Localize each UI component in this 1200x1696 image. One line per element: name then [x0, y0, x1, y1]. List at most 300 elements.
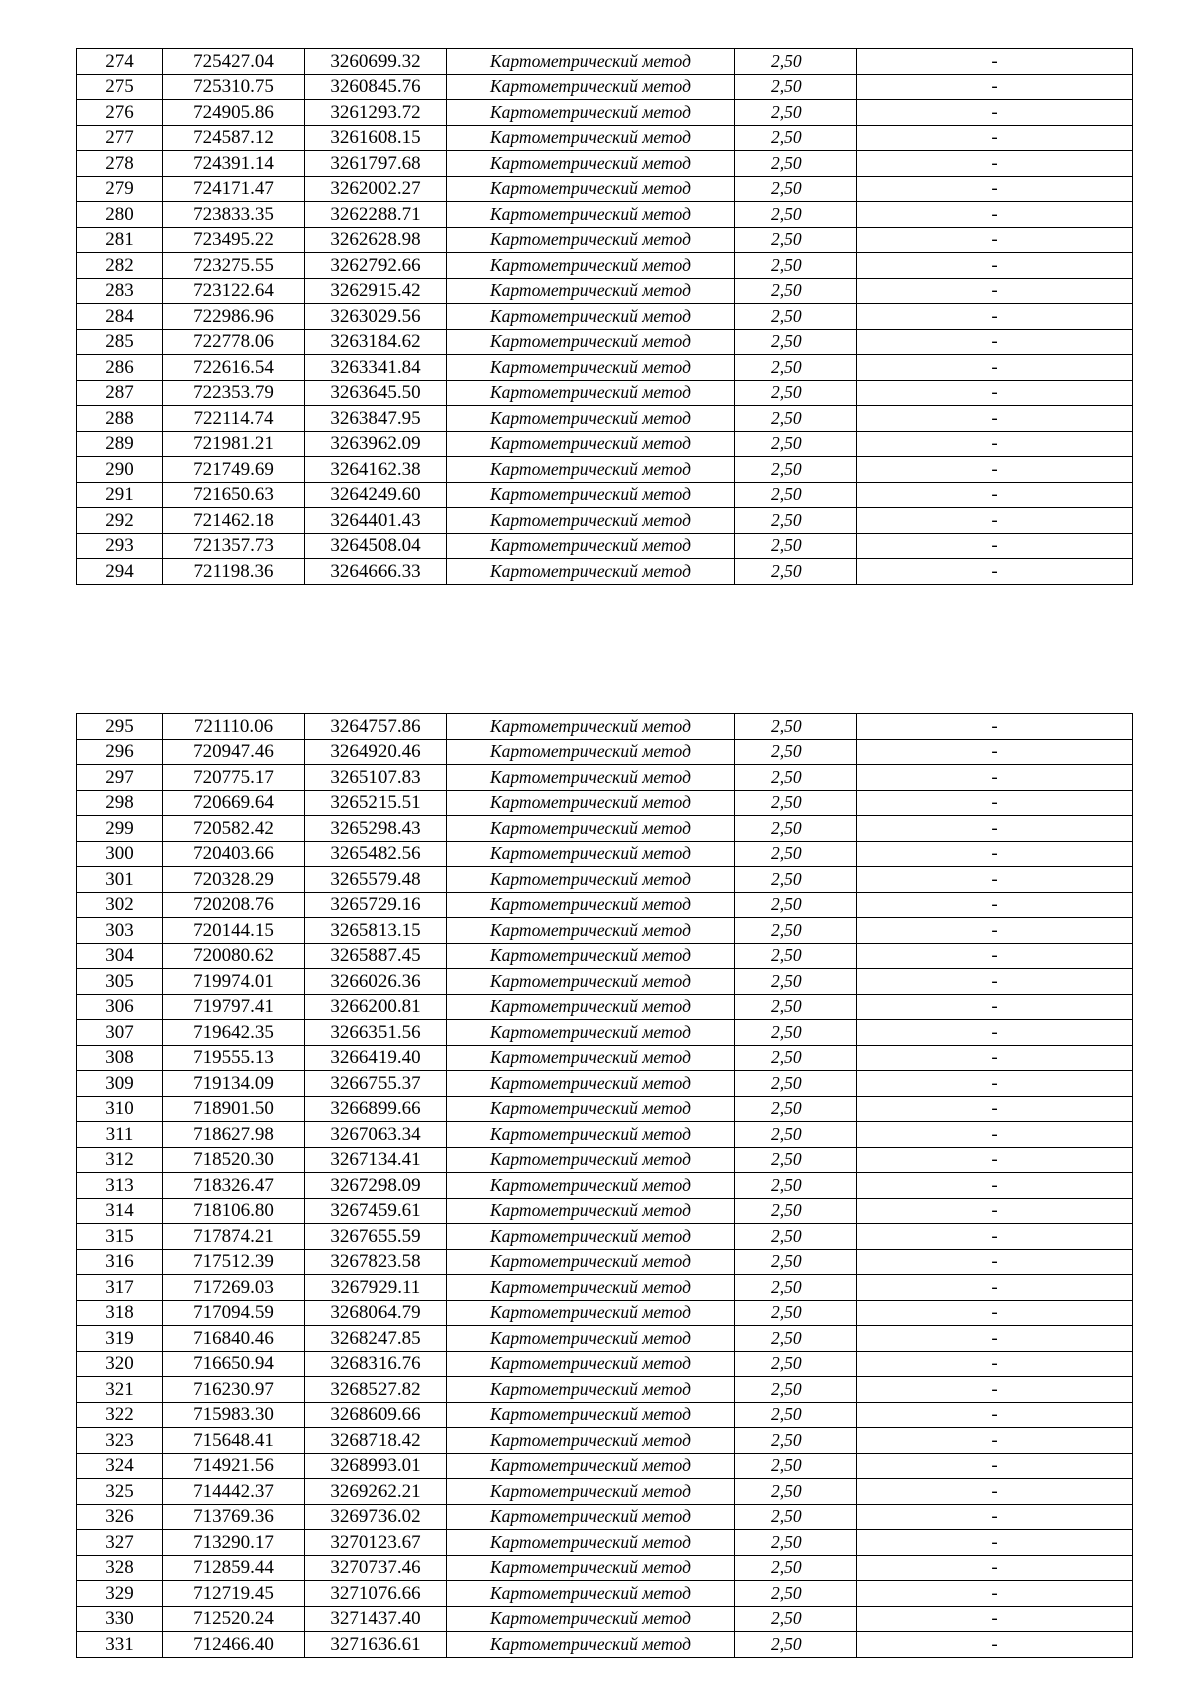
table-body-top	[77, 49, 1133, 585]
point-number-cell: 315	[77, 1224, 163, 1250]
point-number-cell: 319	[77, 1326, 163, 1352]
point-number-cell: 311	[77, 1122, 163, 1148]
description-cell: -	[857, 841, 1133, 867]
method-cell: Картометрический метод	[447, 1453, 735, 1479]
description-cell: -	[857, 1530, 1133, 1556]
method-cell: Картометрический метод	[447, 431, 735, 457]
x-coordinate-cell: 724587.12	[163, 125, 305, 151]
description-cell: -	[857, 1428, 1133, 1454]
y-coordinate-cell: 3268718.42	[305, 1428, 447, 1454]
accuracy-cell: 2,50	[735, 1147, 857, 1173]
method-cell: Картометрический метод	[447, 969, 735, 995]
table-row	[77, 969, 1133, 995]
y-coordinate-cell: 3264249.60	[305, 482, 447, 508]
description-cell: -	[857, 1198, 1133, 1224]
description-cell: -	[857, 202, 1133, 228]
description-cell: -	[857, 765, 1133, 791]
point-number-cell: 313	[77, 1173, 163, 1199]
point-number-cell: 293	[77, 533, 163, 559]
point-number-cell: 290	[77, 457, 163, 483]
x-coordinate-cell: 722778.06	[163, 329, 305, 355]
description-cell: -	[857, 1224, 1133, 1250]
accuracy-cell: 2,50	[735, 765, 857, 791]
description-cell: -	[857, 49, 1133, 75]
method-cell: Картометрический метод	[447, 457, 735, 483]
accuracy-cell: 2,50	[735, 841, 857, 867]
description-cell: -	[857, 457, 1133, 483]
accuracy-cell: 2,50	[735, 559, 857, 585]
method-cell: Картометрический метод	[447, 1351, 735, 1377]
x-coordinate-cell: 718627.98	[163, 1122, 305, 1148]
table-row	[77, 1479, 1133, 1505]
accuracy-cell: 2,50	[735, 1275, 857, 1301]
y-coordinate-cell: 3264508.04	[305, 533, 447, 559]
method-cell: Картометрический метод	[447, 790, 735, 816]
description-cell: -	[857, 1020, 1133, 1046]
method-cell: Картометрический метод	[447, 1275, 735, 1301]
y-coordinate-cell: 3267459.61	[305, 1198, 447, 1224]
table-row	[77, 1020, 1133, 1046]
y-coordinate-cell: 3264757.86	[305, 714, 447, 740]
y-coordinate-cell: 3267823.58	[305, 1249, 447, 1275]
point-number-cell: 279	[77, 176, 163, 202]
accuracy-cell: 2,50	[735, 867, 857, 893]
description-cell: -	[857, 1173, 1133, 1199]
x-coordinate-cell: 720775.17	[163, 765, 305, 791]
table-row	[77, 1581, 1133, 1607]
x-coordinate-cell: 725310.75	[163, 74, 305, 100]
method-cell: Картометрический метод	[447, 100, 735, 126]
point-number-cell: 305	[77, 969, 163, 995]
x-coordinate-cell: 720947.46	[163, 739, 305, 765]
accuracy-cell: 2,50	[735, 1300, 857, 1326]
accuracy-cell: 2,50	[735, 482, 857, 508]
point-number-cell: 321	[77, 1377, 163, 1403]
accuracy-cell: 2,50	[735, 790, 857, 816]
y-coordinate-cell: 3265729.16	[305, 892, 447, 918]
accuracy-cell: 2,50	[735, 227, 857, 253]
description-cell: -	[857, 1606, 1133, 1632]
x-coordinate-cell: 714442.37	[163, 1479, 305, 1505]
accuracy-cell: 2,50	[735, 943, 857, 969]
point-number-cell: 331	[77, 1632, 163, 1658]
description-cell: -	[857, 1122, 1133, 1148]
method-cell: Картометрический метод	[447, 867, 735, 893]
x-coordinate-cell: 723495.22	[163, 227, 305, 253]
method-cell: Картометрический метод	[447, 1224, 735, 1250]
y-coordinate-cell: 3265813.15	[305, 918, 447, 944]
y-coordinate-cell: 3268993.01	[305, 1453, 447, 1479]
description-cell: -	[857, 1300, 1133, 1326]
method-cell: Картометрический метод	[447, 994, 735, 1020]
table-row	[77, 816, 1133, 842]
x-coordinate-cell: 720403.66	[163, 841, 305, 867]
x-coordinate-cell: 724905.86	[163, 100, 305, 126]
description-cell: -	[857, 100, 1133, 126]
y-coordinate-cell: 3266419.40	[305, 1045, 447, 1071]
method-cell: Картометрический метод	[447, 304, 735, 330]
table-row	[77, 1173, 1133, 1199]
method-cell: Картометрический метод	[447, 1020, 735, 1046]
accuracy-cell: 2,50	[735, 1122, 857, 1148]
y-coordinate-cell: 3262628.98	[305, 227, 447, 253]
y-coordinate-cell: 3263645.50	[305, 380, 447, 406]
point-number-cell: 328	[77, 1555, 163, 1581]
table-row	[77, 278, 1133, 304]
table-row	[77, 100, 1133, 126]
accuracy-cell: 2,50	[735, 1071, 857, 1097]
accuracy-cell: 2,50	[735, 1224, 857, 1250]
method-cell: Картометрический метод	[447, 1300, 735, 1326]
y-coordinate-cell: 3264162.38	[305, 457, 447, 483]
point-number-cell: 289	[77, 431, 163, 457]
x-coordinate-cell: 722114.74	[163, 406, 305, 432]
description-cell: -	[857, 253, 1133, 279]
point-number-cell: 282	[77, 253, 163, 279]
accuracy-cell: 2,50	[735, 1045, 857, 1071]
x-coordinate-cell: 720208.76	[163, 892, 305, 918]
point-number-cell: 312	[77, 1147, 163, 1173]
y-coordinate-cell: 3260699.32	[305, 49, 447, 75]
point-number-cell: 299	[77, 816, 163, 842]
method-cell: Картометрический метод	[447, 406, 735, 432]
y-coordinate-cell: 3266755.37	[305, 1071, 447, 1097]
accuracy-cell: 2,50	[735, 1351, 857, 1377]
description-cell: -	[857, 431, 1133, 457]
table-row	[77, 431, 1133, 457]
point-number-cell: 298	[77, 790, 163, 816]
table-row	[77, 1504, 1133, 1530]
y-coordinate-cell: 3266351.56	[305, 1020, 447, 1046]
method-cell: Картометрический метод	[447, 227, 735, 253]
table-row	[77, 1300, 1133, 1326]
table-row	[77, 380, 1133, 406]
accuracy-cell: 2,50	[735, 1606, 857, 1632]
method-cell: Картометрический метод	[447, 1071, 735, 1097]
accuracy-cell: 2,50	[735, 151, 857, 177]
y-coordinate-cell: 3267063.34	[305, 1122, 447, 1148]
table-row	[77, 1428, 1133, 1454]
table-row	[77, 994, 1133, 1020]
description-cell: -	[857, 278, 1133, 304]
table-row	[77, 1377, 1133, 1403]
accuracy-cell: 2,50	[735, 406, 857, 432]
x-coordinate-cell: 719134.09	[163, 1071, 305, 1097]
table-row	[77, 533, 1133, 559]
point-number-cell: 292	[77, 508, 163, 534]
y-coordinate-cell: 3268064.79	[305, 1300, 447, 1326]
table-row	[77, 892, 1133, 918]
y-coordinate-cell: 3270123.67	[305, 1530, 447, 1556]
accuracy-cell: 2,50	[735, 816, 857, 842]
accuracy-cell: 2,50	[735, 508, 857, 534]
x-coordinate-cell: 714921.56	[163, 1453, 305, 1479]
point-number-cell: 274	[77, 49, 163, 75]
description-cell: -	[857, 1351, 1133, 1377]
accuracy-cell: 2,50	[735, 739, 857, 765]
method-cell: Картометрический метод	[447, 1096, 735, 1122]
point-number-cell: 297	[77, 765, 163, 791]
method-cell: Картометрический метод	[447, 765, 735, 791]
method-cell: Картометрический метод	[447, 380, 735, 406]
point-number-cell: 318	[77, 1300, 163, 1326]
table-row	[77, 1632, 1133, 1658]
point-number-cell: 285	[77, 329, 163, 355]
table-row	[77, 1530, 1133, 1556]
y-coordinate-cell: 3268527.82	[305, 1377, 447, 1403]
accuracy-cell: 2,50	[735, 329, 857, 355]
table-row	[77, 49, 1133, 75]
table-row	[77, 457, 1133, 483]
x-coordinate-cell: 723833.35	[163, 202, 305, 228]
coordinates-table-top	[76, 48, 1133, 585]
table-row	[77, 1275, 1133, 1301]
point-number-cell: 327	[77, 1530, 163, 1556]
point-number-cell: 310	[77, 1096, 163, 1122]
coordinates-table-bottom	[76, 713, 1133, 1658]
y-coordinate-cell: 3267929.11	[305, 1275, 447, 1301]
method-cell: Картометрический метод	[447, 1122, 735, 1148]
point-number-cell: 329	[77, 1581, 163, 1607]
description-cell: -	[857, 1377, 1133, 1403]
method-cell: Картометрический метод	[447, 1402, 735, 1428]
x-coordinate-cell: 724171.47	[163, 176, 305, 202]
method-cell: Картометрический метод	[447, 1581, 735, 1607]
point-number-cell: 300	[77, 841, 163, 867]
accuracy-cell: 2,50	[735, 100, 857, 126]
x-coordinate-cell: 719974.01	[163, 969, 305, 995]
method-cell: Картометрический метод	[447, 918, 735, 944]
y-coordinate-cell: 3264401.43	[305, 508, 447, 534]
accuracy-cell: 2,50	[735, 969, 857, 995]
accuracy-cell: 2,50	[735, 1581, 857, 1607]
description-cell: -	[857, 482, 1133, 508]
method-cell: Картометрический метод	[447, 1504, 735, 1530]
accuracy-cell: 2,50	[735, 1555, 857, 1581]
method-cell: Картометрический метод	[447, 533, 735, 559]
x-coordinate-cell: 721981.21	[163, 431, 305, 457]
method-cell: Картометрический метод	[447, 1530, 735, 1556]
y-coordinate-cell: 3266899.66	[305, 1096, 447, 1122]
description-cell: -	[857, 227, 1133, 253]
point-number-cell: 278	[77, 151, 163, 177]
table-row	[77, 482, 1133, 508]
x-coordinate-cell: 719555.13	[163, 1045, 305, 1071]
point-number-cell: 309	[77, 1071, 163, 1097]
y-coordinate-cell: 3269736.02	[305, 1504, 447, 1530]
y-coordinate-cell: 3261797.68	[305, 151, 447, 177]
table-row	[77, 74, 1133, 100]
accuracy-cell: 2,50	[735, 202, 857, 228]
accuracy-cell: 2,50	[735, 1249, 857, 1275]
description-cell: -	[857, 151, 1133, 177]
description-cell: -	[857, 1045, 1133, 1071]
x-coordinate-cell: 717512.39	[163, 1249, 305, 1275]
description-cell: -	[857, 355, 1133, 381]
y-coordinate-cell: 3262915.42	[305, 278, 447, 304]
x-coordinate-cell: 717874.21	[163, 1224, 305, 1250]
description-cell: -	[857, 1581, 1133, 1607]
accuracy-cell: 2,50	[735, 1096, 857, 1122]
x-coordinate-cell: 717269.03	[163, 1275, 305, 1301]
x-coordinate-cell: 717094.59	[163, 1300, 305, 1326]
point-number-cell: 308	[77, 1045, 163, 1071]
table-row	[77, 508, 1133, 534]
point-number-cell: 320	[77, 1351, 163, 1377]
method-cell: Картометрический метод	[447, 202, 735, 228]
table-row	[77, 355, 1133, 381]
accuracy-cell: 2,50	[735, 1504, 857, 1530]
x-coordinate-cell: 722616.54	[163, 355, 305, 381]
x-coordinate-cell: 721749.69	[163, 457, 305, 483]
table-row	[77, 559, 1133, 585]
description-cell: -	[857, 176, 1133, 202]
method-cell: Картометрический метод	[447, 278, 735, 304]
x-coordinate-cell: 722353.79	[163, 380, 305, 406]
method-cell: Картометрический метод	[447, 355, 735, 381]
description-cell: -	[857, 994, 1133, 1020]
accuracy-cell: 2,50	[735, 125, 857, 151]
y-coordinate-cell: 3268247.85	[305, 1326, 447, 1352]
method-cell: Картометрический метод	[447, 125, 735, 151]
point-number-cell: 304	[77, 943, 163, 969]
accuracy-cell: 2,50	[735, 1377, 857, 1403]
table-row	[77, 841, 1133, 867]
method-cell: Картометрический метод	[447, 816, 735, 842]
y-coordinate-cell: 3264920.46	[305, 739, 447, 765]
table-body-bottom	[77, 714, 1133, 1658]
y-coordinate-cell: 3265215.51	[305, 790, 447, 816]
table-row	[77, 1606, 1133, 1632]
description-cell: -	[857, 1453, 1133, 1479]
method-cell: Картометрический метод	[447, 1147, 735, 1173]
description-cell: -	[857, 74, 1133, 100]
description-cell: -	[857, 1249, 1133, 1275]
y-coordinate-cell: 3263962.09	[305, 431, 447, 457]
table-row	[77, 1045, 1133, 1071]
description-cell: -	[857, 1402, 1133, 1428]
point-number-cell: 314	[77, 1198, 163, 1224]
accuracy-cell: 2,50	[735, 1453, 857, 1479]
table-row	[77, 867, 1133, 893]
point-number-cell: 296	[77, 739, 163, 765]
accuracy-cell: 2,50	[735, 1020, 857, 1046]
x-coordinate-cell: 718901.50	[163, 1096, 305, 1122]
table-row	[77, 714, 1133, 740]
method-cell: Картометрический метод	[447, 1326, 735, 1352]
accuracy-cell: 2,50	[735, 994, 857, 1020]
y-coordinate-cell: 3265887.45	[305, 943, 447, 969]
method-cell: Картометрический метод	[447, 176, 735, 202]
method-cell: Картометрический метод	[447, 329, 735, 355]
table-row	[77, 329, 1133, 355]
x-coordinate-cell: 718106.80	[163, 1198, 305, 1224]
table-row	[77, 1147, 1133, 1173]
method-cell: Картометрический метод	[447, 1428, 735, 1454]
description-cell: -	[857, 714, 1133, 740]
accuracy-cell: 2,50	[735, 304, 857, 330]
y-coordinate-cell: 3262792.66	[305, 253, 447, 279]
method-cell: Картометрический метод	[447, 1632, 735, 1658]
point-number-cell: 275	[77, 74, 163, 100]
y-coordinate-cell: 3263184.62	[305, 329, 447, 355]
method-cell: Картометрический метод	[447, 151, 735, 177]
x-coordinate-cell: 721357.73	[163, 533, 305, 559]
accuracy-cell: 2,50	[735, 431, 857, 457]
accuracy-cell: 2,50	[735, 380, 857, 406]
table-row	[77, 227, 1133, 253]
x-coordinate-cell: 720328.29	[163, 867, 305, 893]
x-coordinate-cell: 716840.46	[163, 1326, 305, 1352]
x-coordinate-cell: 720669.64	[163, 790, 305, 816]
table-row	[77, 304, 1133, 330]
y-coordinate-cell: 3262288.71	[305, 202, 447, 228]
y-coordinate-cell: 3262002.27	[305, 176, 447, 202]
description-cell: -	[857, 1326, 1133, 1352]
y-coordinate-cell: 3266200.81	[305, 994, 447, 1020]
point-number-cell: 316	[77, 1249, 163, 1275]
accuracy-cell: 2,50	[735, 74, 857, 100]
y-coordinate-cell: 3261293.72	[305, 100, 447, 126]
description-cell: -	[857, 943, 1133, 969]
accuracy-cell: 2,50	[735, 714, 857, 740]
description-cell: -	[857, 533, 1133, 559]
description-cell: -	[857, 1275, 1133, 1301]
point-number-cell: 323	[77, 1428, 163, 1454]
x-coordinate-cell: 721198.36	[163, 559, 305, 585]
y-coordinate-cell: 3265482.56	[305, 841, 447, 867]
accuracy-cell: 2,50	[735, 533, 857, 559]
description-cell: -	[857, 329, 1133, 355]
method-cell: Картометрический метод	[447, 841, 735, 867]
y-coordinate-cell: 3270737.46	[305, 1555, 447, 1581]
table-row	[77, 765, 1133, 791]
description-cell: -	[857, 816, 1133, 842]
table-row	[77, 1198, 1133, 1224]
accuracy-cell: 2,50	[735, 1402, 857, 1428]
x-coordinate-cell: 722986.96	[163, 304, 305, 330]
method-cell: Картометрический метод	[447, 1198, 735, 1224]
point-number-cell: 325	[77, 1479, 163, 1505]
table-row	[77, 176, 1133, 202]
method-cell: Картометрический метод	[447, 253, 735, 279]
x-coordinate-cell: 723275.55	[163, 253, 305, 279]
method-cell: Картометрический метод	[447, 74, 735, 100]
y-coordinate-cell: 3263029.56	[305, 304, 447, 330]
method-cell: Картометрический метод	[447, 482, 735, 508]
table-row	[77, 1326, 1133, 1352]
y-coordinate-cell: 3260845.76	[305, 74, 447, 100]
description-cell: -	[857, 918, 1133, 944]
y-coordinate-cell: 3265107.83	[305, 765, 447, 791]
y-coordinate-cell: 3268316.76	[305, 1351, 447, 1377]
description-cell: -	[857, 1096, 1133, 1122]
point-number-cell: 307	[77, 1020, 163, 1046]
description-cell: -	[857, 1071, 1133, 1097]
point-number-cell: 294	[77, 559, 163, 585]
table-row	[77, 406, 1133, 432]
description-cell: -	[857, 380, 1133, 406]
method-cell: Картометрический метод	[447, 508, 735, 534]
point-number-cell: 276	[77, 100, 163, 126]
method-cell: Картометрический метод	[447, 1045, 735, 1071]
table-row	[77, 125, 1133, 151]
table-row	[77, 1351, 1133, 1377]
method-cell: Картометрический метод	[447, 1377, 735, 1403]
description-cell: -	[857, 304, 1133, 330]
x-coordinate-cell: 721110.06	[163, 714, 305, 740]
y-coordinate-cell: 3267298.09	[305, 1173, 447, 1199]
